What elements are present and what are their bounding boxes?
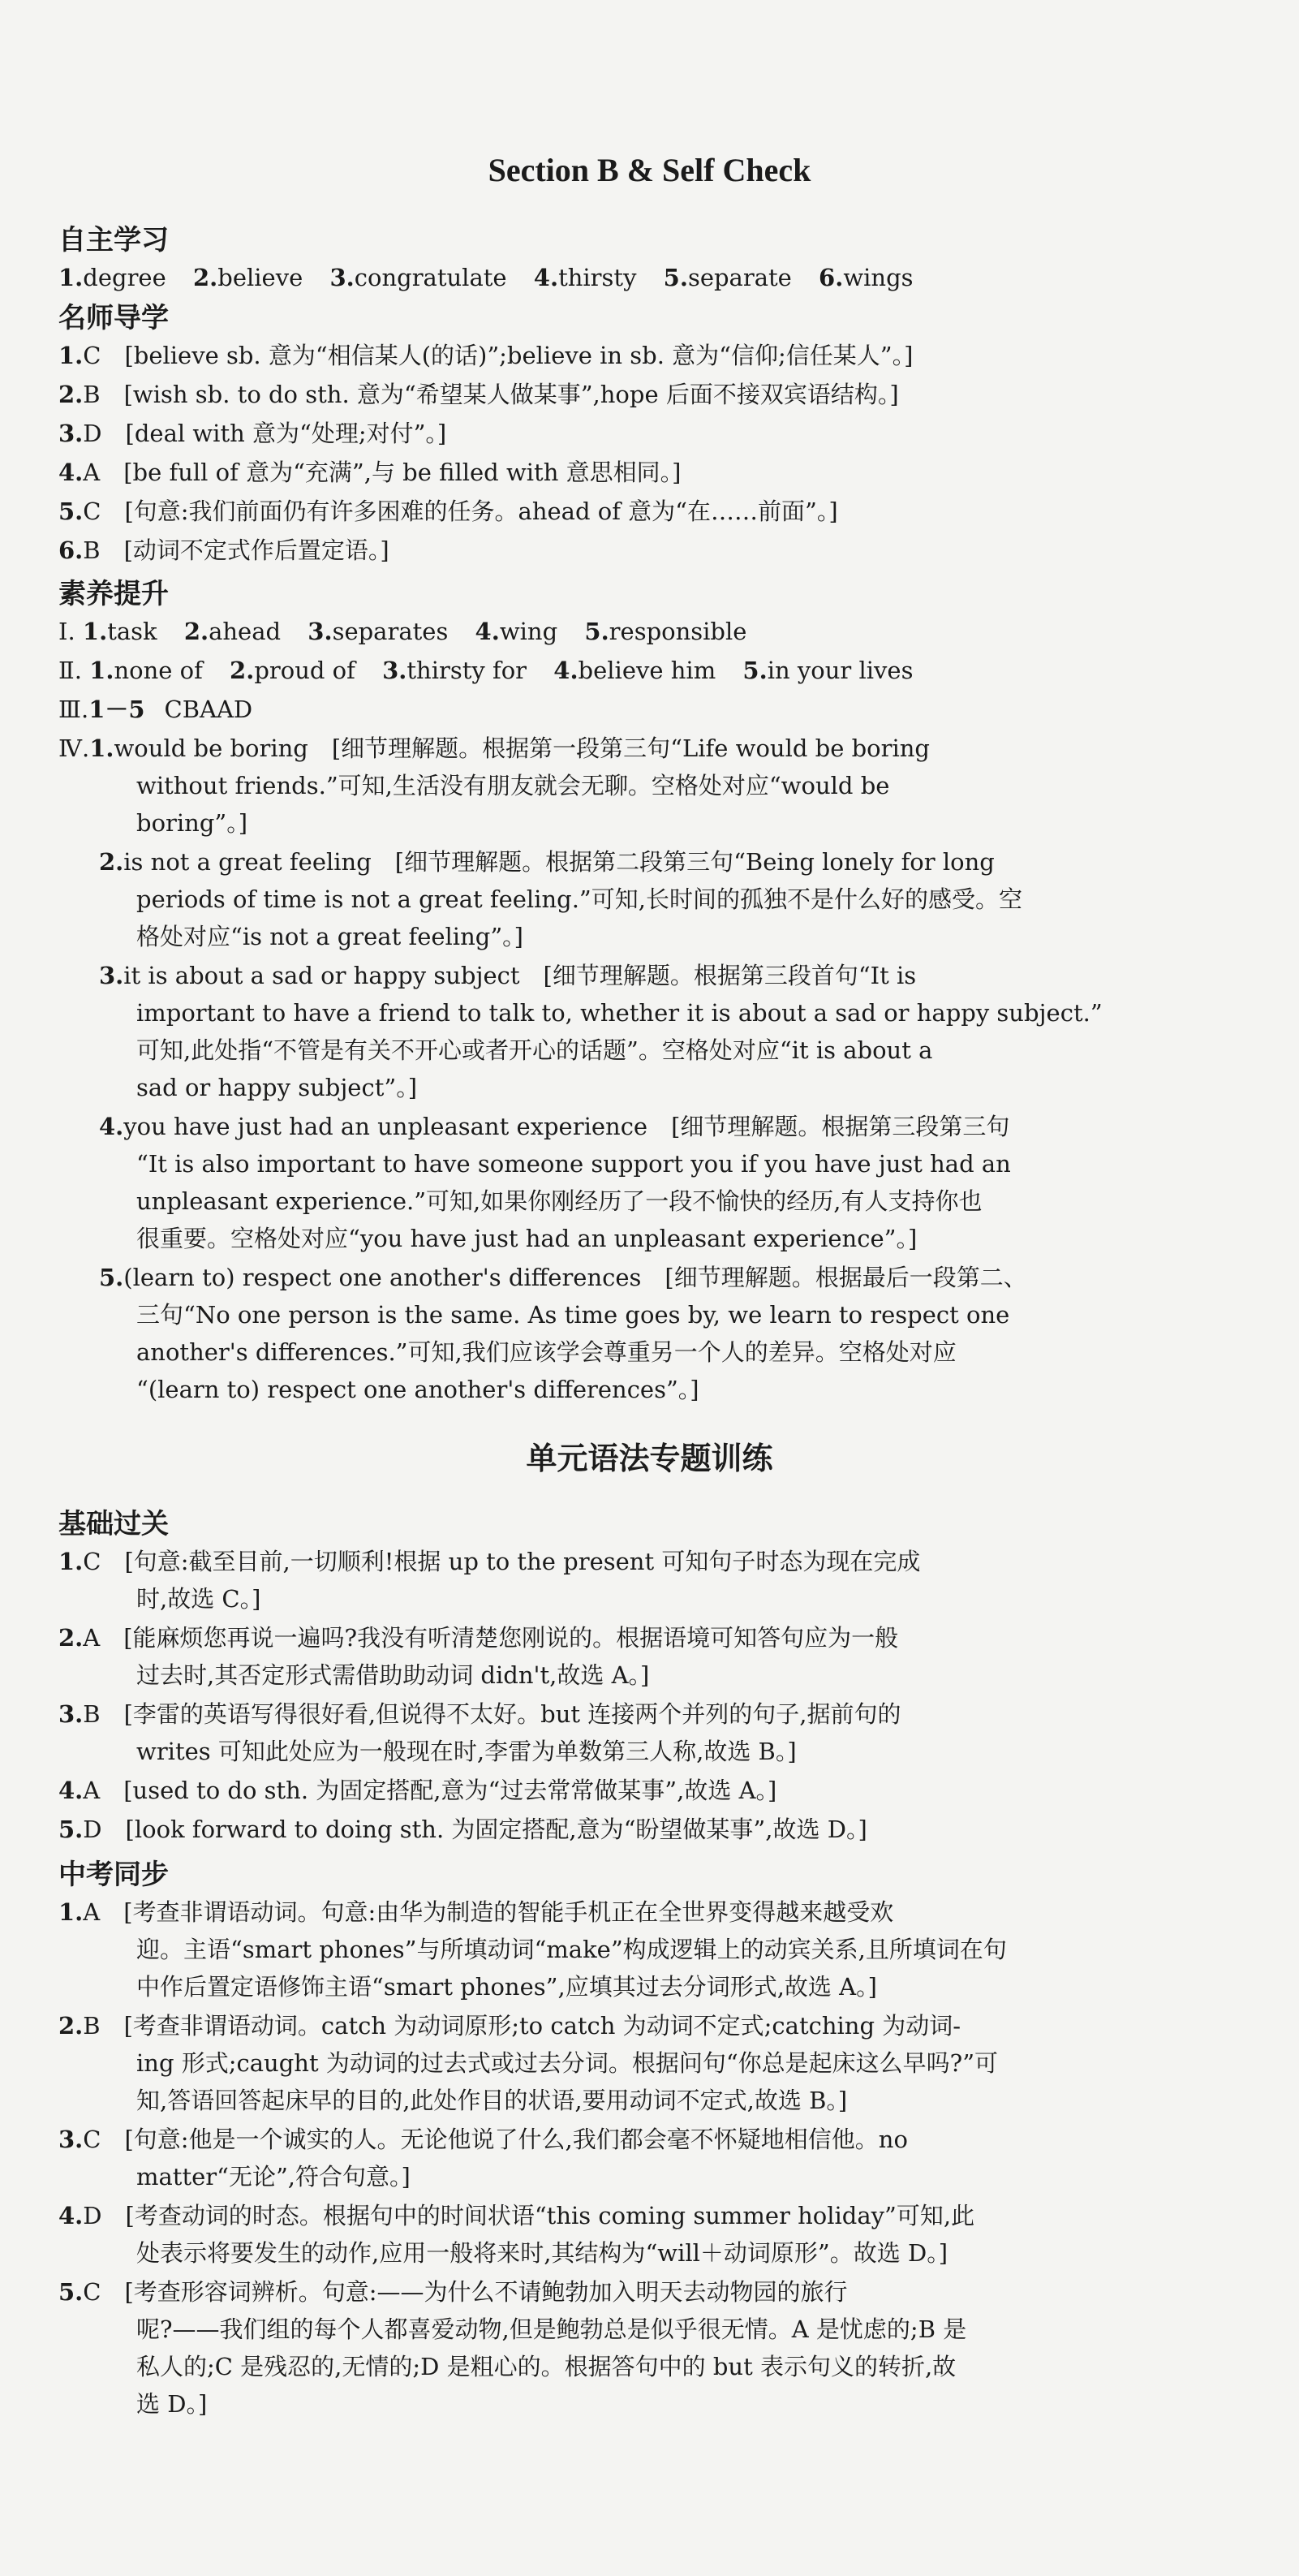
- text-line: 私人的;C 是残忍的,无情的;D 是粗心的。根据答句中的 but 表示句义的转折,故: [136, 2353, 957, 2380]
- text-line: 过去时,其否定形式需借助助动词 didn't,故选 A。]: [136, 1661, 650, 1689]
- self-study-answers: 1.degree 2.believe 3.congratulate 4.thirsty 5.separate 6.wings: [58, 264, 914, 291]
- text-line: 处表示将要发生的动作,应用一般将来时,其结构为“will＋动词原形”。故选 D。]: [136, 2239, 948, 2267]
- text-line: important to have a friend to talk to, whether it is about a sad or happy subject.”: [136, 999, 1103, 1027]
- heading-teacher-guide: 名师导学: [58, 302, 169, 334]
- text-line: ing 形式;caught 为动词的过去式或过去分词。根据问句“你总是起床这么早吗?”可: [136, 2049, 999, 2077]
- text-line: 5.C [考查形容词辨析。句意:——为什么不请鲍勃加入明天去动物园的旅行: [58, 2278, 848, 2306]
- heading-literacy: 素养提升: [58, 578, 169, 610]
- text-line: 选 D。]: [136, 2390, 208, 2418]
- literacy-part-1: Ⅰ. 1.task 2.ahead 3.separates 4.wing 5.responsible: [58, 618, 747, 645]
- text-line: writes 可知此处应为一般现在时,李雷为单数第三人称,故选 B。]: [136, 1738, 797, 1765]
- text-line: 5.(learn to) respect one another's differences [细节理解题。根据最后一段第二、: [99, 1264, 1027, 1291]
- text-line: 三句“No one person is the same. As time goes by, we learn to respect one: [136, 1301, 1010, 1329]
- guide-item: 6.B [动词不定式作后置定语。]: [58, 536, 389, 564]
- text-line: unpleasant experience.”可知,如果你刚经历了一段不愉快的经历,有人支持你也: [136, 1187, 983, 1215]
- text-line: “(learn to) respect one another's differences”。]: [136, 1376, 699, 1403]
- text-line: 呢?——我们组的每个人都喜爱动物,但是鲍勃总是似乎很无情。A 是忧虑的;B 是: [136, 2315, 967, 2343]
- literacy-part-2: Ⅱ. 1.none of 2.proud of 3.thirsty for 4.believe him 5.in your lives: [58, 657, 914, 684]
- text-line: 3.B [李雷的英语写得很好看,但说得不太好。but 连接两个并列的句子,据前句的: [58, 1700, 901, 1728]
- text-line: 3.C [句意:他是一个诚实的人。无论他说了什么,我们都会毫不怀疑地相信他。no: [58, 2126, 908, 2153]
- grammar-title: 单元语法专题训练: [526, 1441, 773, 1476]
- guide-item: 1.C [believe sb. 意为“相信某人(的话)”;believe in sb. 意为“信仰;信任某人”。]: [58, 342, 914, 369]
- literacy-part-4: Ⅳ.1.would be boring [细节理解题。根据第一段第三句“Life would be boring: [58, 734, 930, 762]
- text-line: matter“无论”,符合句意。]: [136, 2163, 411, 2190]
- guide-item: 5.C [句意:我们前面仍有许多困难的任务。ahead of 意为“在……前面”。]: [58, 498, 838, 525]
- text-line: without friends.”可知,生活没有朋友就会无聊。空格处对应“would be: [136, 772, 890, 799]
- text-line: 2.is not a great feeling [细节理解题。根据第二段第三句“Being lonely for long: [99, 848, 995, 876]
- text-line: 1.C [句意:截至目前,一切顺利!根据 up to the present 可知句子时态为现在完成: [58, 1548, 921, 1575]
- literacy-part-3: Ⅲ.1－5 CBAAD: [58, 696, 253, 723]
- text-line: 5.D [look forward to doing sth. 为固定搭配,意为“盼望做某事”,故选 D。]: [58, 1816, 867, 1843]
- text-line: periods of time is not a great feeling.”可知,长时间的孤独不是什么好的感受。空: [136, 885, 1022, 913]
- text-line: 很重要。空格处对应“you have just had an unpleasant experience”。]: [136, 1225, 918, 1252]
- text-line: 1.A [考查非谓语动词。句意:由华为制造的智能手机正在全世界变得越来越受欢: [58, 1898, 894, 1926]
- section-title: Section B & Self Check: [488, 152, 811, 188]
- text-line: 2.A [能麻烦您再说一遍吗?我没有听清楚您刚说的。根据语境可知答句应为一般: [58, 1624, 899, 1652]
- guide-item: 4.A [be full of 意为“充满”,与 be filled with 意思相同。]: [58, 459, 682, 486]
- text-line: 知,答语回答起床早的目的,此处作目的状语,要用动词不定式,故选 B。]: [136, 2087, 848, 2114]
- heading-exam-sync: 中考同步: [58, 1859, 169, 1891]
- heading-basics: 基础过关: [58, 1508, 169, 1540]
- text-line: 2.B [考查非谓语动词。catch 为动词原形;to catch 为动词不定式;catching 为动词-: [58, 2012, 961, 2040]
- text-line: 3.it is about a sad or happy subject [细节理解题。根据第三段首句“It is: [99, 962, 917, 989]
- text-line: another's differences.”可知,我们应该学会尊重另一个人的差异。空格处对应: [136, 1338, 957, 1366]
- text-line: 4.D [考查动词的时态。根据句中的时间状语“this coming summer holiday”可知,此: [58, 2202, 975, 2229]
- guide-item: 2.B [wish sb. to do sth. 意为“希望某人做某事”,hope 后面不接双宾语结构。]: [58, 381, 899, 408]
- guide-item: 3.D [deal with 意为“处理;对付”。]: [58, 420, 447, 447]
- text-line: 可知,此处指“不管是有关不开心或者开心的话题”。空格处对应“it is about a: [136, 1036, 933, 1064]
- text-line: 4.A [used to do sth. 为固定搭配,意为“过去常常做某事”,故选 A。]: [58, 1777, 777, 1804]
- heading-self-study: 自主学习: [58, 224, 169, 256]
- text-line: boring”。]: [136, 809, 248, 837]
- text-line: 格处对应“is not a great feeling”。]: [136, 923, 523, 950]
- text-line: sad or happy subject”。]: [136, 1074, 418, 1101]
- text-line: 4.you have just had an unpleasant experience [细节理解题。根据第三段第三句: [99, 1113, 1010, 1140]
- text-line: “It is also important to have someone support you if you have just had an: [136, 1150, 1011, 1178]
- text-line: 中作后置定语修饰主语“smart phones”,应填其过去分词形式,故选 A。]: [136, 1973, 877, 2001]
- text-line: 迎。主语“smart phones”与所填动词“make”构成逻辑上的动宾关系,且所填词在句: [136, 1936, 1007, 1963]
- text-line: 时,故选 C。]: [136, 1585, 261, 1613]
